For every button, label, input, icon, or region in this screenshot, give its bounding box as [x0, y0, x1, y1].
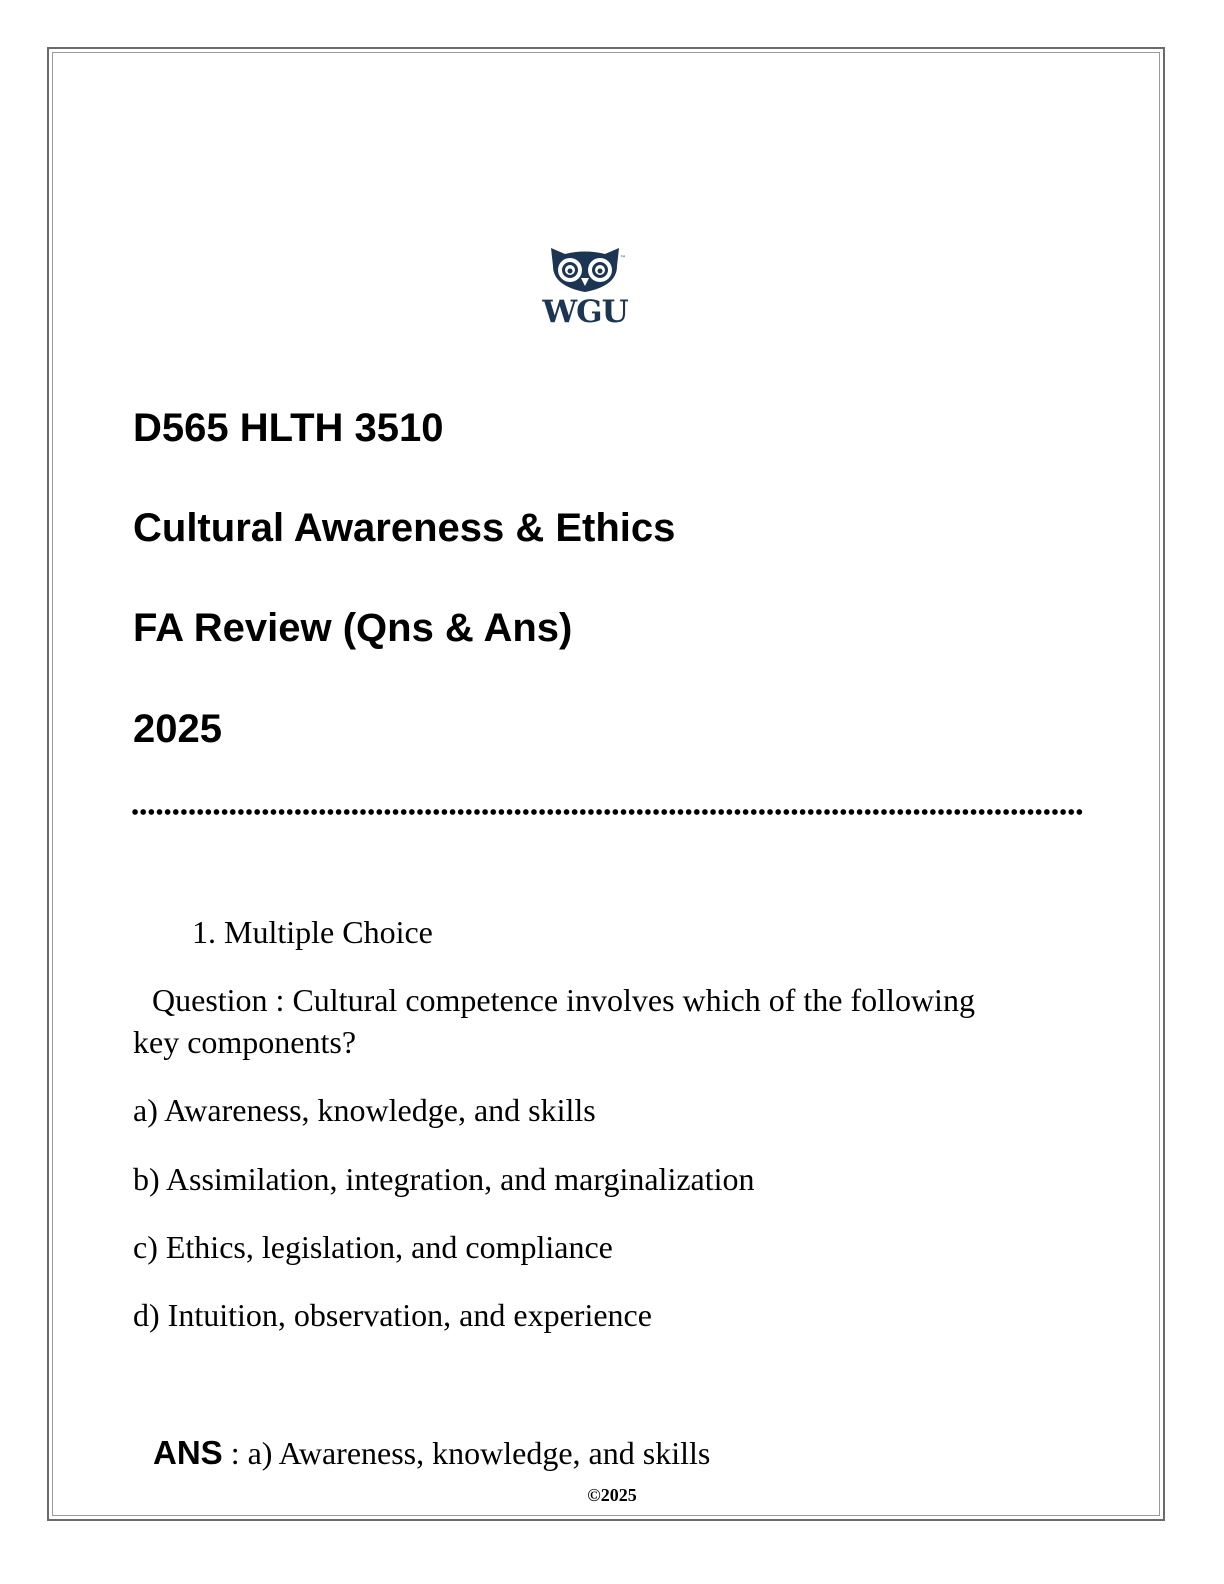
logo-trademark: ™	[620, 255, 626, 262]
answer-line	[153, 1434, 710, 1472]
option-d: d) Intuition, observation, and experience	[133, 1297, 652, 1333]
owl-icon	[532, 244, 638, 294]
document-year: 2025	[133, 707, 222, 751]
copyright: ©2025	[587, 1485, 637, 1505]
option-a: a) Awareness, knowledge, and skills	[133, 1092, 596, 1128]
question-line-2: key components?	[133, 1024, 357, 1060]
answer-text: : a) Awareness, knowledge, and skills	[222, 1435, 711, 1471]
dotted-divider	[131, 808, 1083, 816]
document-subtitle: FA Review (Qns & Ans)	[133, 606, 573, 650]
answer-label: ANS	[153, 1434, 223, 1471]
question-separator: :	[267, 982, 293, 1018]
wgu-logo	[532, 244, 638, 336]
question-line-1	[152, 982, 975, 1019]
question-label: Question	[152, 982, 268, 1018]
question-text: Cultural competence involves which of the following	[292, 982, 975, 1018]
option-c: c) Ethics, legislation, and compliance	[133, 1229, 613, 1265]
course-title: Cultural Awareness & Ethics	[133, 506, 676, 550]
course-code: D565 HLTH 3510	[133, 406, 444, 450]
option-b: b) Assimilation, integration, and marginalization	[133, 1161, 755, 1197]
logo-text: WGU	[542, 294, 628, 330]
section-heading: 1. Multiple Choice	[192, 914, 433, 950]
